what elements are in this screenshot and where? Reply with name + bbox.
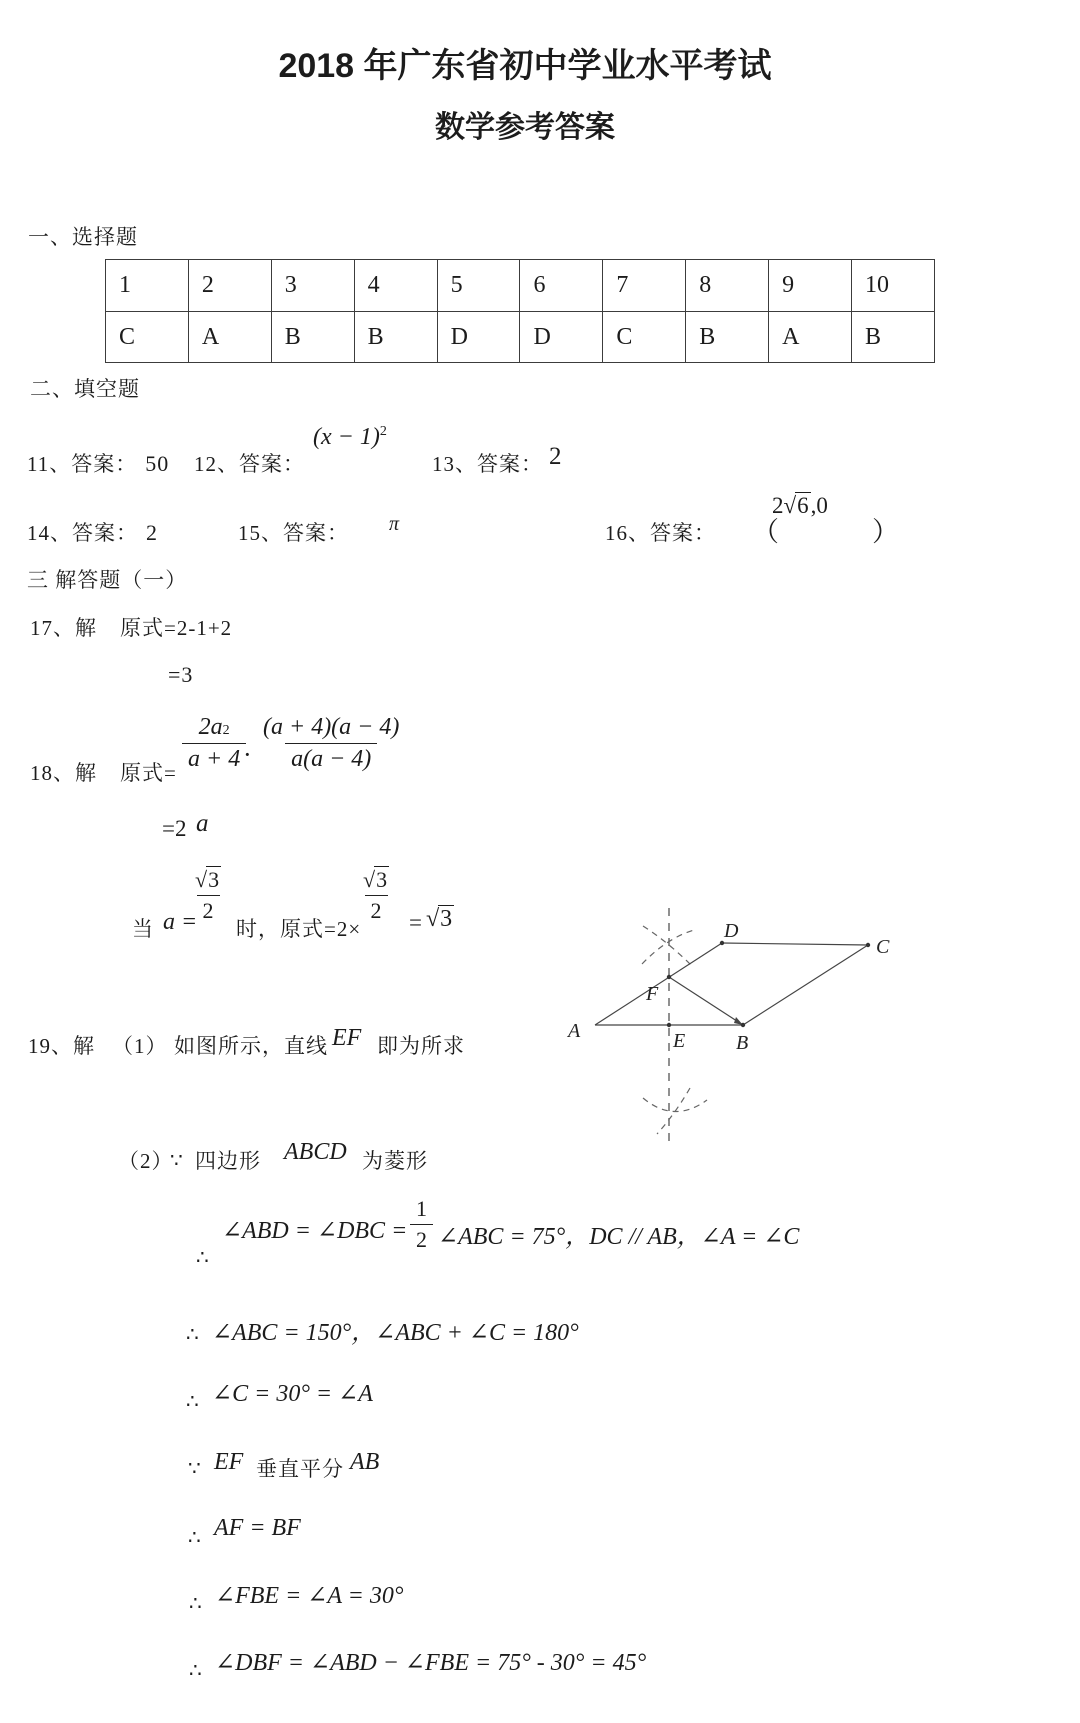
q18-sub-var: a = — [163, 909, 198, 935]
radical-sign: √ — [426, 906, 440, 932]
answer-letter-cell: B — [271, 312, 354, 363]
half-num: 1 — [416, 1196, 427, 1221]
compass-arc — [643, 926, 692, 966]
side-AD — [595, 943, 722, 1025]
q11-answer: 50 — [145, 451, 170, 476]
q18-sqrt3-over-2-b — [358, 866, 394, 924]
segment-FB — [669, 977, 743, 1025]
q16-coordinate-tail: ,0 — [810, 493, 828, 518]
question-number-cell: 5 — [437, 260, 520, 312]
proof-l2-text: ∠ABC = 150°，∠ABC + ∠C = 180° — [212, 1320, 579, 1346]
one-half-fraction — [410, 1196, 433, 1253]
blank-q14 — [27, 517, 158, 547]
answer-letter-cell: A — [188, 312, 271, 363]
q12-exponent: 2 — [379, 424, 387, 439]
q12-answer-formula — [313, 424, 387, 451]
answer-letter-cell: B — [852, 312, 935, 363]
compass-arc — [642, 930, 694, 964]
because-symbol: ∵ — [170, 1150, 183, 1172]
question-number-cell: 9 — [769, 260, 852, 312]
q18-result-sqrt3 — [426, 905, 454, 933]
answer-letter-cell: A — [769, 312, 852, 363]
q18-fraction-2 — [258, 714, 404, 773]
q19-part1-pre: 如图所示，直线 — [174, 1034, 328, 1058]
question-number-cell: 2 — [188, 260, 271, 312]
figure-label-C: C — [876, 936, 890, 958]
q16-label: 16、答案： — [605, 521, 716, 545]
section-2-heading: 二、填空题 — [30, 377, 140, 401]
point-dot-F — [667, 975, 671, 979]
proof-l3-text: ∠C = 30° = ∠A — [212, 1381, 373, 1407]
radicand: 3 — [376, 867, 388, 892]
section-3-heading: 三 解答题（一） — [27, 568, 188, 592]
therefore-symbol: ∴ — [186, 1324, 199, 1346]
q18-sqrt3-over-2-a — [190, 866, 226, 924]
q16-radical-sign: √ — [783, 493, 797, 518]
answer-letter-cell: D — [520, 312, 603, 363]
vertex-dot-C — [866, 943, 870, 947]
frac1-num-exp: 2 — [222, 723, 230, 738]
q17-step2: =3 — [168, 662, 194, 687]
choice-answer-table — [105, 259, 935, 363]
proof-l4-ab: AB — [350, 1449, 380, 1475]
therefore-symbol: ∴ — [189, 1660, 202, 1682]
q17-step1: 原式=2-1+2 — [120, 616, 233, 640]
q19-part1-post: 即为所求 — [377, 1034, 465, 1058]
answer-letter-row — [106, 312, 935, 363]
q17-label: 17、解 — [30, 616, 97, 640]
q18-sub-mid: 时，原式=2× — [236, 917, 362, 941]
q19-part2-no: （2） — [118, 1149, 174, 1173]
q16-open-paren: （ — [752, 517, 779, 547]
q19-part2-post: 为菱形 — [362, 1149, 428, 1173]
answer-key-subtitle: 数学参考答案 — [435, 111, 615, 144]
question-number-cell: 7 — [603, 260, 686, 312]
q18-step2-var: a — [196, 810, 209, 837]
because-symbol: ∵ — [188, 1458, 201, 1480]
figure-label-B: B — [736, 1032, 749, 1054]
frac-den: 2 — [197, 895, 220, 924]
figure-label-E: E — [673, 1030, 686, 1052]
question-number-cell: 8 — [686, 260, 769, 312]
q12-label: 12、答案： — [194, 452, 305, 476]
q16-close-paren: ） — [872, 517, 899, 547]
q16-coefficient: 2 — [772, 493, 784, 518]
answer-letter-cell: B — [686, 312, 769, 363]
q18-prefix: 原式= — [120, 761, 177, 785]
question-number-cell: 4 — [354, 260, 437, 312]
exam-title: 2018 年广东省初中学业水平考试 — [278, 47, 772, 85]
proof-l7-text: ∠DBF = ∠ABD − ∠FBE = 75° - 30° = 45° — [215, 1650, 647, 1676]
q14-label: 14、答案： — [27, 521, 138, 545]
q18-fraction-1 — [182, 714, 246, 773]
construction-figure — [540, 900, 910, 1150]
q11-label: 11、答案： — [27, 452, 138, 476]
q13-answer: 2 — [549, 443, 562, 470]
q19-label: 19、解 — [28, 1034, 95, 1058]
q19-part2-pre: 四边形 — [195, 1149, 261, 1173]
q13-label: 13、答案： — [432, 452, 543, 476]
side-DC — [722, 943, 868, 945]
figure-label-F: F — [646, 983, 659, 1005]
q18-label: 18、解 — [30, 761, 97, 785]
q19-part2-abcd: ABCD — [284, 1139, 347, 1165]
q18-sub-eq: = — [409, 910, 422, 935]
therefore-symbol: ∴ — [196, 1247, 209, 1269]
q16-answer-formula — [772, 492, 828, 519]
proof-l4-mid: 垂直平分 — [256, 1457, 344, 1481]
point-dot-E — [667, 1023, 671, 1027]
radical-sign: √ — [195, 867, 208, 892]
radicand: 3 — [208, 867, 220, 892]
proof-l5-text: AF = BF — [214, 1515, 301, 1541]
q18-sub-pre: 当 — [132, 917, 154, 941]
radical-sign: √ — [363, 867, 376, 892]
proof-l1-seg2: ∠ABC = 75°，DC // AB，∠A = ∠C — [438, 1224, 800, 1250]
radicand: 3 — [440, 906, 453, 932]
frac1-num-base: 2a — [198, 714, 223, 740]
proof-l4-ef: EF — [214, 1449, 244, 1475]
therefore-symbol: ∴ — [188, 1527, 201, 1549]
question-number-cell: 6 — [520, 260, 603, 312]
question-number-row — [106, 260, 935, 312]
q19-part1-no: （1） — [112, 1034, 168, 1058]
blank-q11 — [27, 448, 169, 478]
question-number-cell: 10 — [852, 260, 935, 312]
q19-part1-ef: EF — [332, 1025, 362, 1051]
frac2-den: a(a − 4) — [285, 743, 377, 773]
q15-label: 15、答案： — [238, 521, 349, 545]
q12-base: (x − 1) — [313, 424, 380, 450]
question-number-cell: 1 — [106, 260, 189, 312]
question-number-cell: 3 — [271, 260, 354, 312]
side-BC — [743, 945, 868, 1025]
vertex-dot-B — [741, 1023, 745, 1027]
q14-answer: 2 — [146, 520, 158, 545]
proof-l6-text: ∠FBE = ∠A = 30° — [215, 1583, 404, 1609]
proof-l1-seg1: ∠ABD = ∠DBC = — [222, 1218, 408, 1244]
q15-answer: π — [389, 513, 400, 535]
figure-label-D: D — [724, 920, 739, 942]
therefore-symbol: ∴ — [186, 1391, 199, 1413]
q18-multiplication-dot: · — [243, 740, 252, 769]
half-den: 2 — [410, 1224, 433, 1253]
frac1-den: a + 4 — [182, 743, 246, 773]
answer-letter-cell: D — [437, 312, 520, 363]
therefore-symbol: ∴ — [189, 1593, 202, 1615]
q16-radicand: 6 — [797, 493, 809, 518]
frac-den: 2 — [365, 895, 388, 924]
compass-arc — [643, 1098, 707, 1112]
figure-label-A: A — [568, 1020, 581, 1042]
q18-step2-eq: =2 — [162, 816, 187, 841]
answer-letter-cell: C — [106, 312, 189, 363]
answer-letter-cell: C — [603, 312, 686, 363]
frac2-num: (a + 4)(a − 4) — [263, 714, 400, 740]
section-1-heading: 一、选择题 — [28, 225, 138, 249]
answer-letter-cell: B — [354, 312, 437, 363]
